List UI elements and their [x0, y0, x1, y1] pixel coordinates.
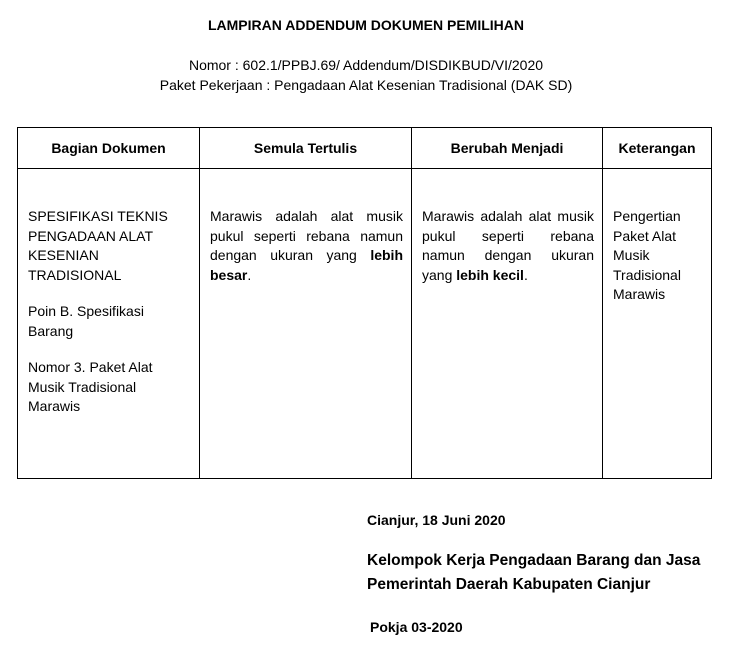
- cell-berubah-menjadi: [412, 169, 603, 479]
- header-berubah-menjadi: Berubah Menjadi: [412, 128, 603, 169]
- semula-end: .: [247, 266, 252, 283]
- document-title: LAMPIRAN ADDENDUM DOKUMEN PEMILIHAN: [207, 17, 525, 33]
- table-header-row: [18, 128, 712, 169]
- table-row: [18, 169, 712, 479]
- pokja-label: Pokja 03-2020: [370, 619, 463, 635]
- bagian-section-title: SPESIFIKASI TEKNIS PENGADAAN ALAT KESENIAN TRADISIONAL: [28, 208, 168, 283]
- bagian-number: Nomor 3. Paket Alat Musik Tradisional Marawis: [28, 359, 153, 414]
- semula-bold-text: lebih besar: [210, 247, 403, 283]
- document-number: Nomor : 602.1/PPBJ.69/ Addendum/DISDIKBUD/VI/2020: [188, 57, 544, 73]
- cell-semula-tertulis: [200, 169, 412, 479]
- header-bagian-dokumen: Bagian Dokumen: [18, 128, 200, 169]
- header-semula-tertulis: Semula Tertulis: [200, 128, 412, 169]
- org-name-line1: Kelompok Kerja Pengadaan Barang dan Jasa: [367, 552, 701, 569]
- org-name-line2: Pemerintah Daerah Kabupaten Cianjur: [367, 576, 651, 593]
- package-name: Paket Pekerjaan : Pengadaan Alat Kesenian Tradisional (DAK SD): [159, 77, 573, 93]
- berubah-text: Marawis adalah alat musik pukul seperti rebana namun dengan ukuran yang: [422, 208, 594, 283]
- addendum-table: [17, 127, 712, 479]
- header-keterangan: Keterangan: [603, 128, 712, 169]
- cell-bagian-dokumen: [18, 169, 200, 479]
- semula-text: Marawis adalah alat musik pukul seperti rebana namun dengan ukuran yang: [210, 208, 403, 263]
- cell-keterangan: [603, 169, 712, 479]
- place-date: Cianjur, 18 Juni 2020: [367, 512, 506, 528]
- berubah-end: .: [523, 266, 528, 283]
- berubah-bold-text: lebih kecil: [456, 266, 524, 283]
- keterangan-text: Pengertian Paket Alat Musik Tradisional Marawis: [613, 208, 681, 302]
- bagian-point: Poin B. Spesifikasi Barang: [28, 303, 144, 339]
